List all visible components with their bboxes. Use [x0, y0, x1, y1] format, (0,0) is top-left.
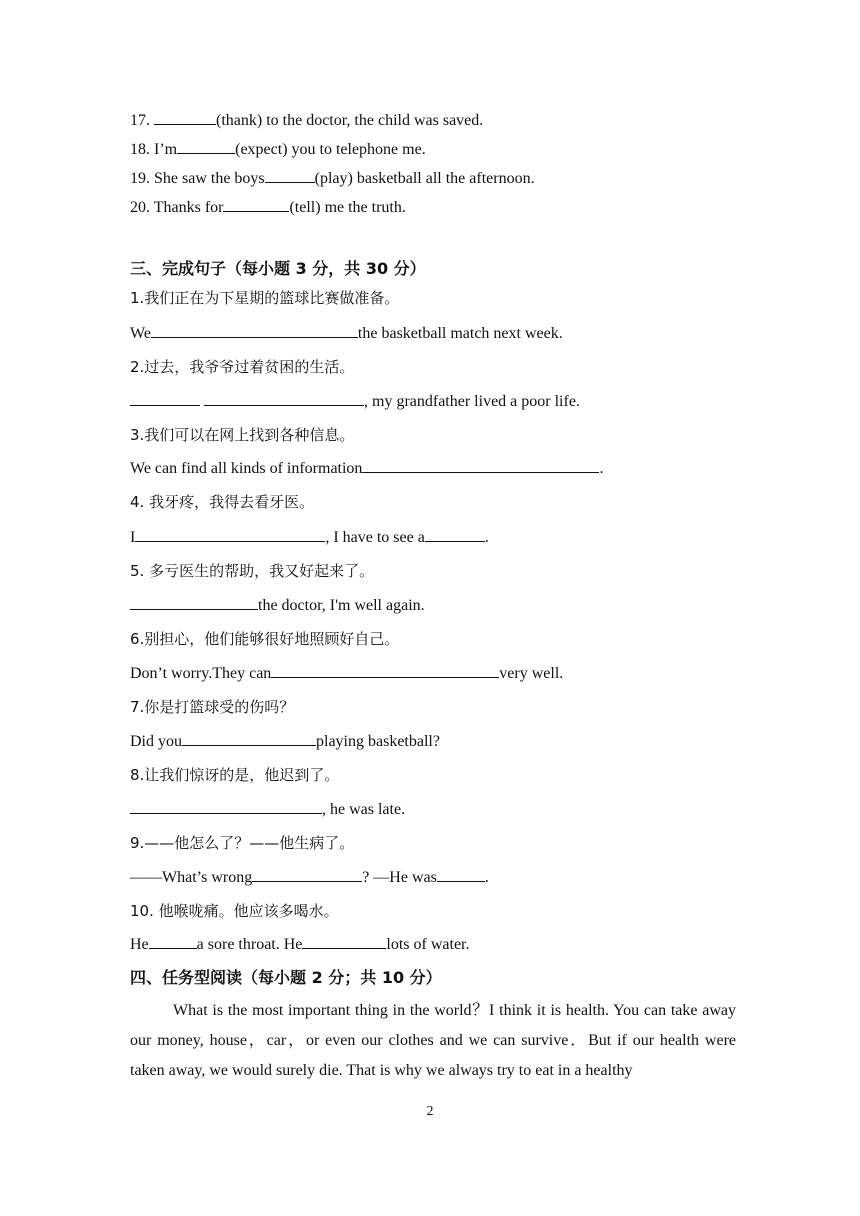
sentence-text: , my grandfather lived a poor life.: [364, 393, 580, 410]
sentence-5-english: [130, 594, 425, 617]
question-18: [130, 138, 426, 161]
question-text: (thank) to the doctor, the child was saved.: [216, 112, 484, 129]
sentence-text: playing basketball?: [316, 733, 440, 750]
answer-blank[interactable]: [425, 526, 485, 542]
sentence-text: a sore throat. He: [196, 936, 303, 953]
answer-blank[interactable]: [204, 390, 364, 406]
sentence-9-chinese: 9.——他怎么了？——他生病了。: [130, 834, 355, 852]
answer-blank[interactable]: [135, 526, 325, 542]
answer-blank[interactable]: [271, 662, 499, 678]
question-19: [130, 167, 535, 190]
sentence-text: Did you: [130, 733, 182, 750]
answer-blank[interactable]: [302, 933, 386, 949]
sentence-text: We can find all kinds of information: [130, 460, 363, 477]
sentence-text: very well.: [499, 665, 564, 682]
question-17: [130, 109, 483, 132]
sentence-text: He: [130, 936, 149, 953]
sentence-2-chinese: 2.过去，我爷爷过着贫困的生活。: [130, 358, 355, 376]
sentence-text: ——What’s wrong: [130, 869, 253, 886]
sentence-8-english: [130, 798, 405, 821]
sentence-3-english: [130, 457, 603, 480]
sentence-1-english: [130, 322, 563, 345]
sentence-6-chinese: 6.别担心，他们能够很好地照顾好自己。: [130, 630, 400, 648]
sentence-10-english: [130, 933, 469, 956]
sentence-4-english: [130, 526, 489, 549]
section-3-heading: 三、完成句子（每小题 3 分，共 30 分）: [130, 259, 426, 278]
answer-blank[interactable]: [151, 322, 358, 338]
sentence-7-chinese: 7.你是打篮球受的伤吗？: [130, 698, 295, 716]
sentence-2-english: [130, 390, 580, 413]
sentence-1-chinese: 1.我们正在为下星期的篮球比赛做准备。: [130, 289, 400, 307]
reading-passage: What is the most important thing in the world？I think it is health. You can take away our money, house，car，or even our clothes and we can survive．But if our health were taken away, we would surely die. That is why we always try to eat in a healthy: [130, 1002, 736, 1079]
sentence-text: I: [130, 529, 136, 546]
sentence-text: lots of water.: [386, 936, 470, 953]
sentence-text: the basketball match next week.: [357, 325, 563, 342]
sentence-6-english: [130, 662, 563, 685]
question-text: 20. Thanks for: [130, 199, 224, 216]
answer-blank[interactable]: [154, 109, 216, 125]
sentence-text: .: [599, 460, 604, 477]
answer-blank[interactable]: [223, 196, 289, 212]
sentence-text: the doctor, I'm well again.: [258, 597, 425, 614]
answer-blank[interactable]: [177, 138, 235, 154]
sentence-text: , I have to see a: [325, 529, 425, 546]
sentence-10-chinese: 10. 他喉咙痛。他应该多喝水。: [130, 902, 339, 920]
sentence-text: We: [130, 325, 151, 342]
sentence-7-english: [130, 730, 440, 753]
question-text: 19. She saw the boys: [130, 170, 265, 187]
sentence-4-chinese: 4. 我牙疼，我得去看牙医。: [130, 493, 315, 511]
sentence-9-english: [130, 866, 489, 889]
answer-blank[interactable]: [149, 933, 197, 949]
question-text: 18. I’m: [130, 141, 178, 158]
answer-blank[interactable]: [130, 594, 258, 610]
question-text: (play) basketball all the afternoon.: [314, 170, 535, 187]
sentence-text: , he was late.: [322, 801, 406, 818]
answer-blank[interactable]: [130, 390, 200, 406]
sentence-8-chinese: 8.让我们惊讶的是，他迟到了。: [130, 766, 340, 784]
question-text: 17.: [130, 112, 154, 129]
answer-blank[interactable]: [182, 730, 316, 746]
page-number: 2: [426, 1104, 434, 1119]
answer-blank[interactable]: [362, 457, 599, 473]
answer-blank[interactable]: [252, 866, 362, 882]
question-text: (tell) me the truth.: [289, 199, 406, 216]
section-4-heading: 四、任务型阅读（每小题 2 分；共 10 分）: [130, 968, 442, 987]
sentence-text: ? —He was: [362, 869, 437, 886]
sentence-3-chinese: 3.我们可以在网上找到各种信息。: [130, 426, 355, 444]
sentence-text: .: [484, 869, 489, 886]
answer-blank[interactable]: [130, 798, 322, 814]
sentence-text: Don’t worry.They can: [130, 665, 272, 682]
answer-blank[interactable]: [265, 167, 315, 183]
question-20: [130, 196, 406, 219]
answer-blank[interactable]: [437, 866, 485, 882]
sentence-5-chinese: 5. 多亏医生的帮助，我又好起来了。: [130, 562, 375, 580]
sentence-text: .: [484, 529, 489, 546]
question-text: (expect) you to telephone me.: [235, 141, 426, 158]
